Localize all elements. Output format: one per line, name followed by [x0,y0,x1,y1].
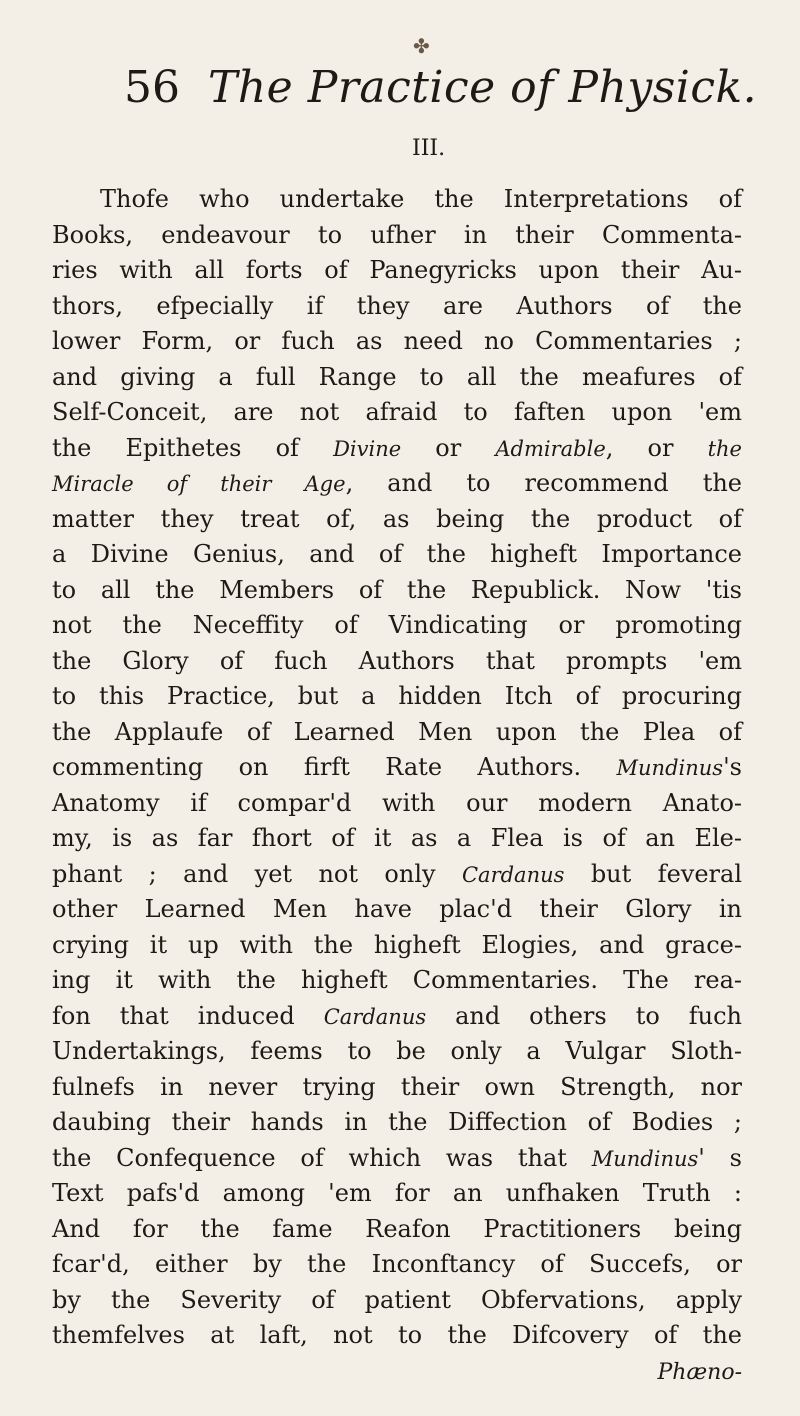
section-number: III. [412,136,446,161]
text-line: the Glory of fuch Authors that prompts 'em [52,646,742,675]
text-line: Miracle of their Age, and to recommend the [52,469,743,497]
text-line: to this Practice, but a hidden Itch of procuring [52,682,742,710]
running-title: The Practice of Physick. [208,62,758,113]
text-line: Undertakings, feems to be only a Vulgar Sloth- [52,1037,742,1065]
text-line: the Confequence of which was that Mundinus' s [52,1143,742,1172]
text-line: not the Neceffity of Vindicating or promoting [52,611,742,639]
text-line: my, is as far fhort of it as a Flea is of an Ele- [52,824,742,852]
text-line: commenting on firft Rate Authors. Mundinus's [52,753,742,781]
text-line: lower Form, or fuch as need no Commentaries ; [52,327,742,355]
catchword: Phæno- [657,1360,742,1385]
text-line: Anatomy if compar'd with our modern Anato- [52,788,742,817]
text-line: fulnefs in never trying their own Strength, nor [52,1072,742,1101]
text-line: and giving a full Range to all the meafures of [52,362,742,391]
text-line: other Learned Men have plac'd their Glory in [52,895,742,923]
text-line: a Divine Genius, and of the higheft Importance [52,540,742,568]
text-line: thors, efpecially if they are Authors of the [52,291,742,320]
text-line: by the Severity of patient Obfervations, apply [52,1285,742,1314]
text-line: fon that induced Cardanus and others to fuch [52,1001,742,1030]
text-line: to all the Members of the Republick. Now 'tis [52,575,742,604]
text-line: Text pafs'd among 'em for an unfhaken Truth : [52,1179,742,1207]
body-text [52,182,742,1354]
text-line: crying it up with the higheft Elogies, and grace- [52,930,742,959]
text-line: the Epithetes of Divine or Admirable, or the [52,433,742,462]
text-line: ing it with the higheft Commentaries. The rea- [52,966,742,994]
text-line: phant ; and yet not only Cardanus but feveral [52,859,742,888]
text-line: Books, endeavour to ufher in their Commenta- [52,220,742,249]
printer-mark-icon: ✤ [413,34,430,58]
text-line: And for the fame Reafon Practitioners being [52,1214,742,1243]
text-line: Thofe who undertake the Interpretations of [100,185,742,213]
text-line: fcar'd, either by the Inconftancy of Succefs, or [52,1250,742,1278]
text-line: ries with all forts of Panegyricks upon their Au- [52,256,742,284]
page-header [0,30,800,113]
text-line: matter they treat of, as being the product of [52,504,742,533]
text-line: the Applaufe of Learned Men upon the Plea of [52,717,742,746]
text-line: Self-Conceit, are not afraid to faften upon 'em [52,398,742,426]
text-line: daubing their hands in the Diffection of Bodies ; [52,1108,742,1136]
page-number: 56 [124,62,180,113]
text-line: themfelves at laft, not to the Difcovery of the [52,1321,742,1349]
